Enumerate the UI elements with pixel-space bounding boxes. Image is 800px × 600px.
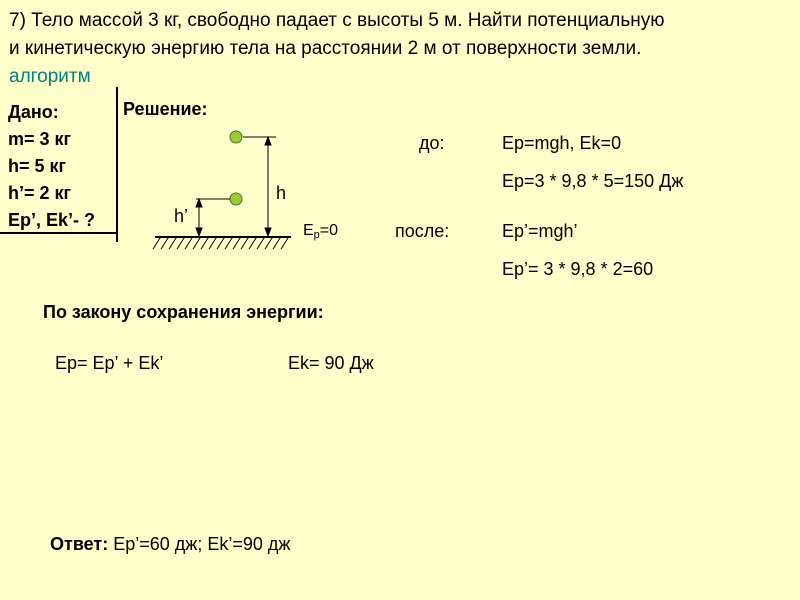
label-h-prime: h’	[174, 206, 189, 226]
given-item-height: h= 5 кг	[8, 156, 67, 176]
before-eq-2: Ep=3 * 9,8 * 5=150 Дж	[502, 171, 684, 191]
conservation-eq: Ep= Ep’ + Ek’	[55, 353, 164, 373]
arrow-h-prime	[196, 199, 202, 236]
label-h: h	[276, 183, 287, 203]
solution-title: Решение:	[123, 99, 208, 119]
given-item-unknowns: Ep’, Ek’- ?	[8, 210, 96, 230]
arrow-h	[265, 137, 271, 236]
after-label: после:	[395, 221, 450, 241]
before-eq-1: Ep=mgh, Ek=0	[502, 133, 622, 153]
given-item-height-prime: h’= 2 кг	[8, 183, 72, 203]
ball-lower	[230, 193, 242, 205]
given-item-mass: m= 3 кг	[8, 129, 72, 149]
label-ep-zero: Ep=0	[303, 222, 339, 241]
answer-line	[50, 534, 290, 555]
after-eq-2: Ep’= 3 * 9,8 * 2=60	[502, 259, 654, 279]
ground-hatching	[153, 238, 288, 249]
problem-line-2: и кинетическую энергию тела на расстоянии 2 м от поверхности земли.	[9, 38, 642, 59]
answer-text: Ep’=60 дж; Ek’=90 дж	[108, 534, 291, 554]
before-label: до:	[419, 133, 445, 153]
conservation-result: Ek= 90 Дж	[288, 353, 374, 373]
conservation-title: По закону сохранения энергии:	[43, 302, 324, 322]
given-title: Дано:	[8, 102, 59, 122]
ball-top	[230, 131, 242, 143]
answer-label: Ответ:	[50, 534, 109, 554]
algorithm-link[interactable]: алгоритм	[9, 66, 91, 87]
after-eq-1: Ep’=mgh’	[502, 221, 578, 241]
problem-line-1: 7) Тело массой 3 кг, свободно падает с высоты 5 м. Найти потенциальную	[9, 10, 665, 31]
